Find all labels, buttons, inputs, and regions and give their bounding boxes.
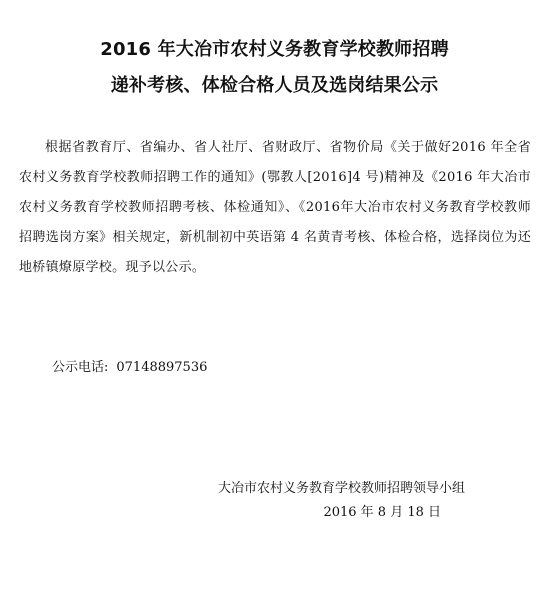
signature-organization: 大冶市农村义务教育学校教师招聘领导小组	[217, 481, 465, 496]
signature-block	[218, 477, 465, 525]
contact-phone	[52, 356, 207, 380]
document-title-line-2: 递补考核、体检合格人员及选岗结果公示	[110, 75, 439, 96]
announcement-body: 根据省教育厅、省编办、省人社厅、省财政厅、省物价局《关于做好2016 年全省农村义务教育学校教师招聘工作的通知》(鄂教人[2016]4 号)精神及《2016 年大冶市农村义务教育学校教师招聘考核、体检通知》、《2016年大冶市农村义务教育学校教师招聘选岗方案》相关规定，新机制初中英语第 4 名黄青考核、体检合格，选择岗位为还地桥镇燎原学校。现予以公示。	[19, 140, 531, 275]
phone-number: 07148897536	[116, 360, 208, 375]
document-title-line-1: 2016 年大冶市农村义务教育学校教师招聘	[100, 39, 449, 60]
phone-label: 公示电话:	[52, 360, 109, 375]
signature-date: 2016 年 8 月 18 日	[323, 505, 441, 520]
